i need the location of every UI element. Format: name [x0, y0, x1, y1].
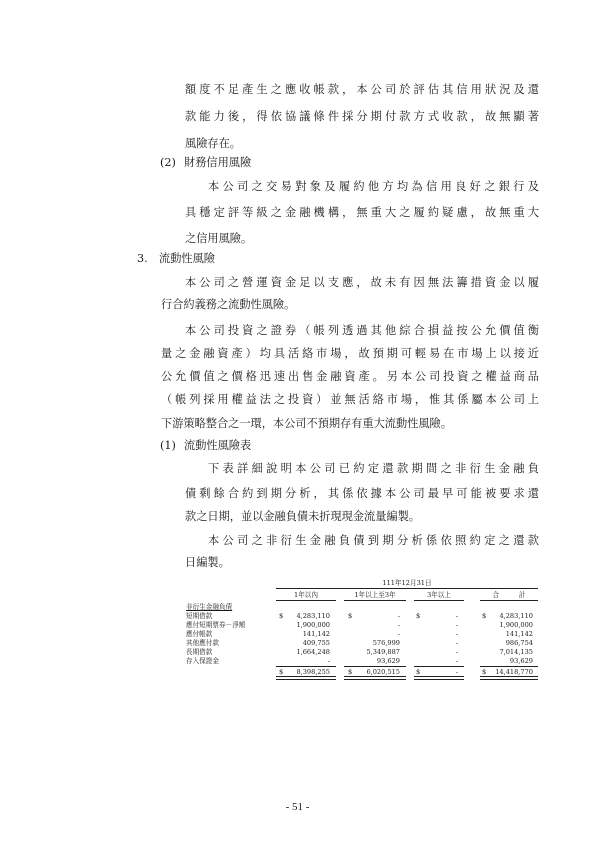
- section-number: 3.: [137, 252, 148, 265]
- currency-sign: $: [416, 668, 421, 676]
- paragraph-line: 本公司之非衍生金融負債到期分析係依照約定之還款: [208, 534, 539, 547]
- cell-value: 1,900,000: [296, 621, 330, 629]
- cell-value: 4,283,110: [499, 612, 533, 620]
- paragraph-line: 款能力後，得依協議條件採分期付款方式收款，故無顯著: [185, 110, 539, 123]
- row-label: 長期借款: [186, 648, 213, 656]
- subsection-title: 流動性風險表: [184, 439, 252, 452]
- total-value: 6,020,515: [366, 668, 400, 676]
- paragraph-line: 公允價值之價格迅速出售金融資產。另本公司投資之權益商品: [161, 370, 539, 383]
- cell-value: 93,629: [376, 657, 400, 665]
- paragraph-line: 之信用風險。: [185, 232, 253, 245]
- paragraph-line: 行合約義務之流動性風險。: [161, 298, 296, 311]
- divider: [480, 666, 538, 667]
- divider: [276, 666, 336, 667]
- double-underline: [480, 676, 538, 680]
- cell-value: 1,664,248: [296, 648, 330, 656]
- subsection-number: (1): [160, 439, 176, 452]
- divider: [480, 600, 538, 601]
- row-label: 其他應付款: [186, 639, 219, 647]
- paragraph-line: 量之金融資產）均具活絡市場，故預期可輕易在市場上以接近: [161, 347, 539, 360]
- cell-value: 141,142: [302, 630, 330, 638]
- cell-value: 141,142: [505, 630, 533, 638]
- cell-value: -: [455, 639, 458, 647]
- divider: [414, 666, 464, 667]
- cell-value: -: [397, 612, 400, 620]
- row-label: 應付短期票券－淨額: [186, 621, 246, 629]
- cell-value: -: [455, 630, 458, 638]
- column-header: 1年以內: [294, 591, 318, 599]
- cell-value: -: [455, 648, 458, 656]
- currency-sign: $: [348, 612, 353, 620]
- paragraph-line: 本公司之交易對象及履約他方均為信用良好之銀行及: [208, 180, 539, 193]
- divider: [276, 588, 538, 589]
- cell-value: -: [327, 657, 330, 665]
- column-header: 合 計: [492, 591, 526, 599]
- paragraph-line: 日編製。: [185, 556, 230, 569]
- cell-value: 7,014,135: [499, 648, 533, 656]
- currency-sign: $: [279, 668, 284, 676]
- table-section-label: 非衍生金融負債: [186, 603, 233, 611]
- paragraph-line: 債剩餘合約到期分析，其係依據本公司最早可能被要求還: [185, 487, 539, 500]
- cell-value: -: [397, 621, 400, 629]
- subsection-title: 財務信用風險: [184, 156, 252, 169]
- cell-value: -: [455, 612, 458, 620]
- cell-value: 93,629: [509, 657, 533, 665]
- currency-sign: $: [416, 612, 421, 620]
- divider: [414, 600, 464, 601]
- cell-value: 5,349,887: [366, 648, 400, 656]
- cell-value: 1,900,000: [499, 621, 533, 629]
- currency-sign: $: [482, 612, 487, 620]
- paragraph-line: 本公司投資之證券（帳列透過其他綜合損益按公允價值衡: [185, 324, 539, 337]
- cell-value: 986,754: [505, 639, 533, 647]
- divider: [276, 600, 336, 601]
- paragraph-line: （帳列採用權益法之投資）並無活絡市場，惟其係屬本公司上: [161, 393, 539, 406]
- paragraph-line: 下游策略整合之一環，本公司不預期存有重大流動性風險。: [161, 417, 452, 430]
- row-label: 短期借款: [186, 612, 213, 620]
- cell-value: -: [455, 621, 458, 629]
- currency-sign: $: [348, 668, 353, 676]
- divider: [344, 666, 406, 667]
- double-underline: [276, 676, 336, 680]
- section-title: 流動性風險: [159, 252, 215, 265]
- cell-value: -: [455, 657, 458, 665]
- paragraph-line: 具穩定評等級之金融機構，無重大之履約疑慮，故無重大: [185, 206, 539, 219]
- paragraph-line: 額度不足產生之應收帳款，本公司於評估其信用狀況及還: [185, 83, 539, 96]
- cell-value: 576,999: [372, 639, 400, 647]
- cell-value: 4,283,110: [296, 612, 330, 620]
- row-label: 應付帳款: [186, 630, 213, 638]
- cell-value: -: [397, 630, 400, 638]
- paragraph-line: 下表詳細說明本公司已約定還款期間之非衍生金融負: [208, 462, 539, 475]
- total-value: 14,418,770: [495, 668, 533, 676]
- subsection-number: (2): [160, 156, 176, 169]
- total-value: -: [455, 668, 458, 676]
- table-date-header: 111年12月31日: [382, 579, 432, 587]
- row-label: 存入保證金: [186, 657, 219, 665]
- double-underline: [344, 676, 406, 680]
- double-underline: [414, 676, 464, 680]
- paragraph-line: 風險存在。: [185, 137, 241, 150]
- paragraph-line: 本公司之營運資金足以支應，故未有因無法籌措資金以履: [185, 276, 539, 289]
- currency-sign: $: [482, 668, 487, 676]
- divider: [344, 600, 406, 601]
- total-value: 8,398,255: [296, 668, 330, 676]
- column-header: 1年以上至3年: [354, 591, 396, 599]
- column-header: 3年以上: [427, 591, 451, 599]
- page-number: - 51 -: [285, 801, 310, 813]
- cell-value: 409,755: [302, 639, 330, 647]
- paragraph-line: 款之日期，並以金融負債未折現現金流量編製。: [185, 510, 420, 523]
- currency-sign: $: [279, 612, 284, 620]
